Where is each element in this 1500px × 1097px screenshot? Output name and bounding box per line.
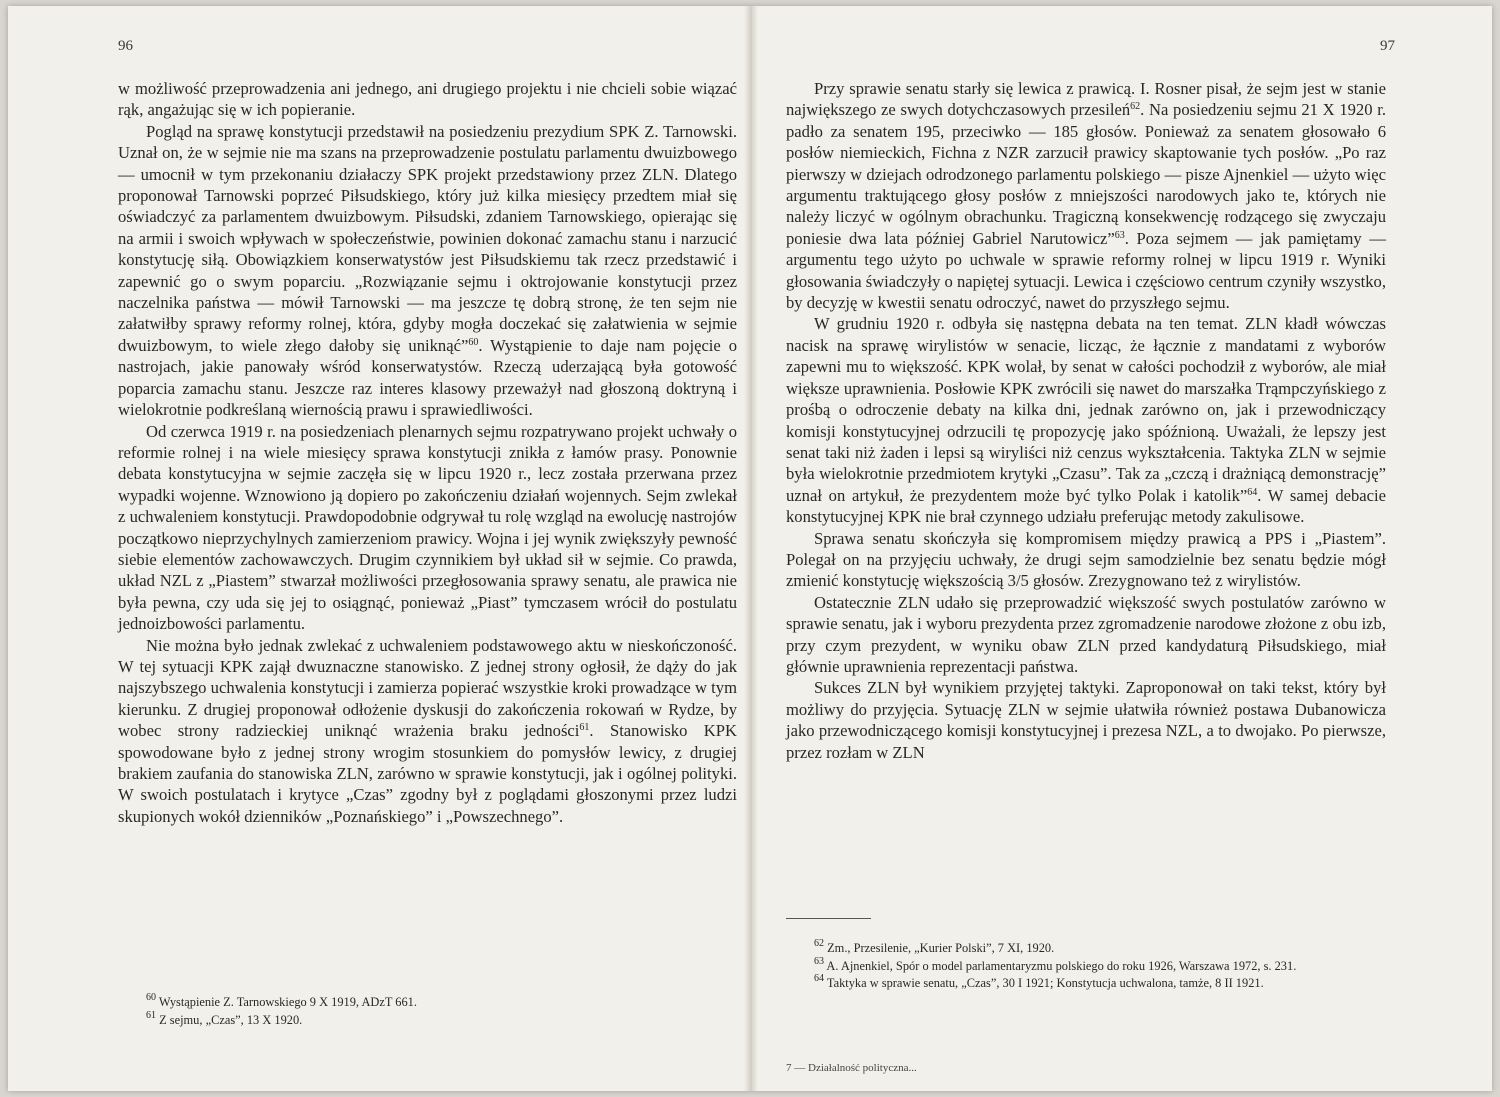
footnote-text: Z sejmu, „Czas”, 13 X 1920. [159,1012,303,1027]
footnote-text: Zm., Przesilenie, „Kurier Polski”, 7 XI, 1920. [827,941,1055,955]
paragraph: Ostatecznie ZLN udało się przeprowadzić większość swych postulatów zarówno w sprawie senatu, jak i wyboru prezydenta przez zgromadzenie narodowe złożone z obu izb, przy czym prezydent, w wyniku obaw ZLN przed kandydaturą Piłsudskiego, miał głównie uprawnienia reprezentacji państwa. [786,592,1386,676]
page-body [118,78,737,827]
page-number: 96 [118,38,133,54]
footnote-mark: 62 [814,938,824,949]
footnote [786,940,1386,958]
footnotes [786,940,1386,993]
footnote-divider [786,918,871,919]
paragraph [786,78,1386,313]
footnote-text: Taktyka w sprawie senatu, „Czas”, 30 I 1921; Konstytucja uchwalona, tamże, 8 II 1921. [826,976,1264,991]
paragraph: Sprawa senatu skończyła się kompromisem między prawicą a PPS i „Piastem”. Polegał on na przyjęciu uchwały, że drugi sejm samodzielnie bez senatu będzie mógł zmienić konstytucję większością 3/5 głosów. Zrezygnowano też z wirylistów. [786,528,1386,591]
footnote-mark: 63 [814,955,824,967]
paragraph-text: . Wystąpienie to daje nam pojęcie o nastrojach, jakie panowały wśród konserwatystów. Rzeczą uderzającą była gotowość poparcia zamachu stanu. Jeszcze raz interes klasowy przeważył nad głoszoną doktryną i wielokrotnie podkreślaną wiernością prawu i sprawiedliwości. [118,335,738,420]
paragraph: Od czerwca 1919 r. na posiedzeniach plenarnych sejmu rozpatrywano projekt uchwały o reformie rolnej i na wiele miesięcy sprawa konstytucji znikła z łamów prasy. Ponownie debata konstytucyjna w sejmie zaczęła się w lipcu 1920 r., lecz została przerwana przez wypadki wojenne. Wznowiono ją dopiero po zakończeniu działań wojennych. Sejm zwlekał z uchwaleniem konstytucji. Prawdopodobnie odgrywał tu rolę wzgląd na ewolucję nastrojów początkowo nieprzychylnych zamierzeniom prawicy. Wojna i jej wynik zwiększyły pewność siebie elementów zachowawczych. Drugim czynnikiem był układ sił w sejmie. Co prawda, układ NZL z „Piastem” stwarzał możliwości przegłosowania sprawy senatu, ale prawica nie była pewna, czy uda się jej to osiągnąć, ponieważ „Piast” tymczasem wrócił do postulatu jednoizbowości parlamentu. [118,421,737,634]
paragraph-text: Pogląd na sprawę konstytucji przedstawił na posiedzeniu prezydium SPK Z. Tarnowski. Uznał on, że w sejmie nie ma szans na przeprowadzenie postulatu parlamentu dwuizbowego — umocnił w tym przekonaniu działaczy SPK projekt przedstawiony przez ZLN. Dlatego proponował Tarnowski poprzeć Piłsudskiego, który już kilka miesięcy przedtem miał się oświadczyć za parlamentem dwuizbowym. Piłsudski, zdaniem Tarnowskiego, opierając się na armii i swoich wpływach w społeczeństwie, powinien dokonać zamachu stanu i narzucić konstytucję siłą. Obowiązkiem konserwatystów jest Piłsudskiemu tak rzecz przedstawić i zapewnić go o swym poparciu. „Rozwiązanie sejmu i oktrojowanie konstytucji przez naczelnika państwa — mówił Tarnowski — ma jeszcze tę dobrą stronę, że ten sejm nie załatwiłby sprawy reformy rolnej, która, gdyby mogła doczekać się załatwienia w sejmie dwuizbowym, to wiele złego dałoby się uniknąć” [118,121,737,355]
footnote-mark: 60 [146,992,156,1003]
paragraph [786,313,1386,527]
page-body [786,78,1386,763]
footnote [118,1009,738,1030]
right-page [758,6,1492,1091]
printer-signature: 7 — Działalność polityczna... [786,1062,917,1074]
left-page [8,6,744,1091]
paragraph-text: . Na posiedzeniu sejmu 21 X 1920 r. padło za senatem 195, przeciwko — 185 głosów. Ponieważ za senatem głosowało 6 posłów niemieckich, Fichna z NZR zarzucił prawicy skaptowanie tych posłów. „Po raz pierwszy w dziejach odrodzonego parlamentu polskiego — pisze Ajnenkiel — użyto więc argumentu traktującego głosy posłów z mniejszości narodowych jako te, których nie należy liczyć w ogólnym obrachunku. Tragiczną konsekwencję rodzącego się zwyczaju poniesie dwa lata później Gabriel Narutowicz” [786,100,1386,248]
book-gutter [744,6,758,1091]
paragraph-text: . Stanowisko KPK spowodowane było z jednej strony wrogim stosunkiem do pomysłów lewicy, z drugiej brakiem zaufania do stanowiska ZLN, zarówno w sprawie konstytucji, jak i ogólnej polityki. W swoich postulatach i krytyce „Czas” zgodny był z poglądami głoszonymi przez ludzi skupionych wokół dzienników „Poznańskiego” i „Powszechnego”. [118,721,737,826]
footnote-ref: 61 [579,722,590,734]
paragraph-text: . W samej debacie konstytucyjnej KPK nie brał czynnego udziału preferując metody zakulisowe. [786,485,1386,527]
footnote-ref: 60 [468,336,479,348]
footnote [786,955,1386,976]
book-spread [8,6,1492,1091]
paragraph-text: W grudniu 1920 r. odbyła się następna debata na ten temat. ZLN kładł wówczas nacisk na sprawę wirylistów w senacie, licząc, że łącznie z mandatami z wyborów zapewni mu to większość. KPK wolał, by senat w całości pochodził z wyborów, ale miał większe uprawnienia. Posłowie KPK zwrócili się nawet do marszałka Trąmpczyńskiego z prośbą o odroczenie debaty na kilka dni, jednak zarówno on, jak i przewodniczący komisji konstytucyjnej odrzucili tę propozycję jako spóźnioną. Uważali, że lepszy jest senat taki niż żaden i lepsi są wiryliści niż cenzus wykształcenia. Taktyka ZLN w sejmie była wielokrotnie przedmiotem krytyki „Czasu”. Tak za „czczą i drażniącą demonstrację” uznał on artykuł, że prezydentem może być tylko Polak i katolik” [786,314,1386,505]
paragraph: Sukces ZLN był wynikiem przyjętej taktyki. Zaproponował on taki tekst, który był możliwy do przyjęcia. Sytuację ZLN w sejmie ułatwiła również postawa Dubanowicza jako przewodniczącego komisji konstytucyjnej i prezesa NZL, a to dwojako. Po pierwsze, przez rozłam w ZLN [786,678,1386,762]
footnote-mark: 61 [146,1009,156,1021]
paragraph [118,635,737,828]
footnote-text: A. Ajnenkiel, Spór o model parlamentaryzmu polskiego do roku 1926, Warszawa 1972, s. 231. [826,958,1297,973]
footnote [118,994,738,1012]
paragraph: w możliwość przeprowadzenia ani jednego, ani drugiego projektu i nie chcieli sobie wiązać rąk, angażując się w ich popieranie. [118,79,737,120]
footnote-ref: 62 [1130,101,1141,113]
paragraph-text: Nie można było jednak zwlekać z uchwaleniem podstawowego aktu w nieskończoność. W tej sytuacji KPK zajął dwuznaczne stanowisko. Z jednej strony ogłosił, że dąży do jak najszybszego uchwalenia konstytucji i zamierza popierać wszystkie kroki prowadzące w tym kierunku. Z drugiej proponował odłożenie dyskusji do zakończenia rokowań w Rydze, by wobec strony radzieckiej uniknąć wrażenia braku jedności [118,635,737,741]
page-number: 97 [1380,38,1395,54]
paragraph-text: . Poza sejmem — jak pamiętamy — argumentu tego użyto po uchwale w sprawie reformy rolnej w lipcu 1919 r. Wyniki głosowania świadczyły o napiętej sytuacji. Lewica i częściowo centrum czyniły wszystko, by decyzję w kwestii senatu odroczyć, nawet do przyszłego sejmu. [786,228,1386,313]
footnotes [118,994,738,1029]
footnote-text: Wystąpienie Z. Tarnowskiego 9 X 1919, ADzT 661. [158,995,417,1009]
paragraph-text: Przy sprawie senatu starły się lewica z prawicą. I. Rosner pisał, że sejm jest w stanie największego ze swych dotychczasowych przesileń [786,79,1386,120]
footnote-mark: 64 [814,973,824,985]
footnote-ref: 63 [1114,229,1125,241]
footnote [786,975,1386,993]
footnote-ref: 64 [1247,486,1258,498]
paragraph [118,121,737,421]
